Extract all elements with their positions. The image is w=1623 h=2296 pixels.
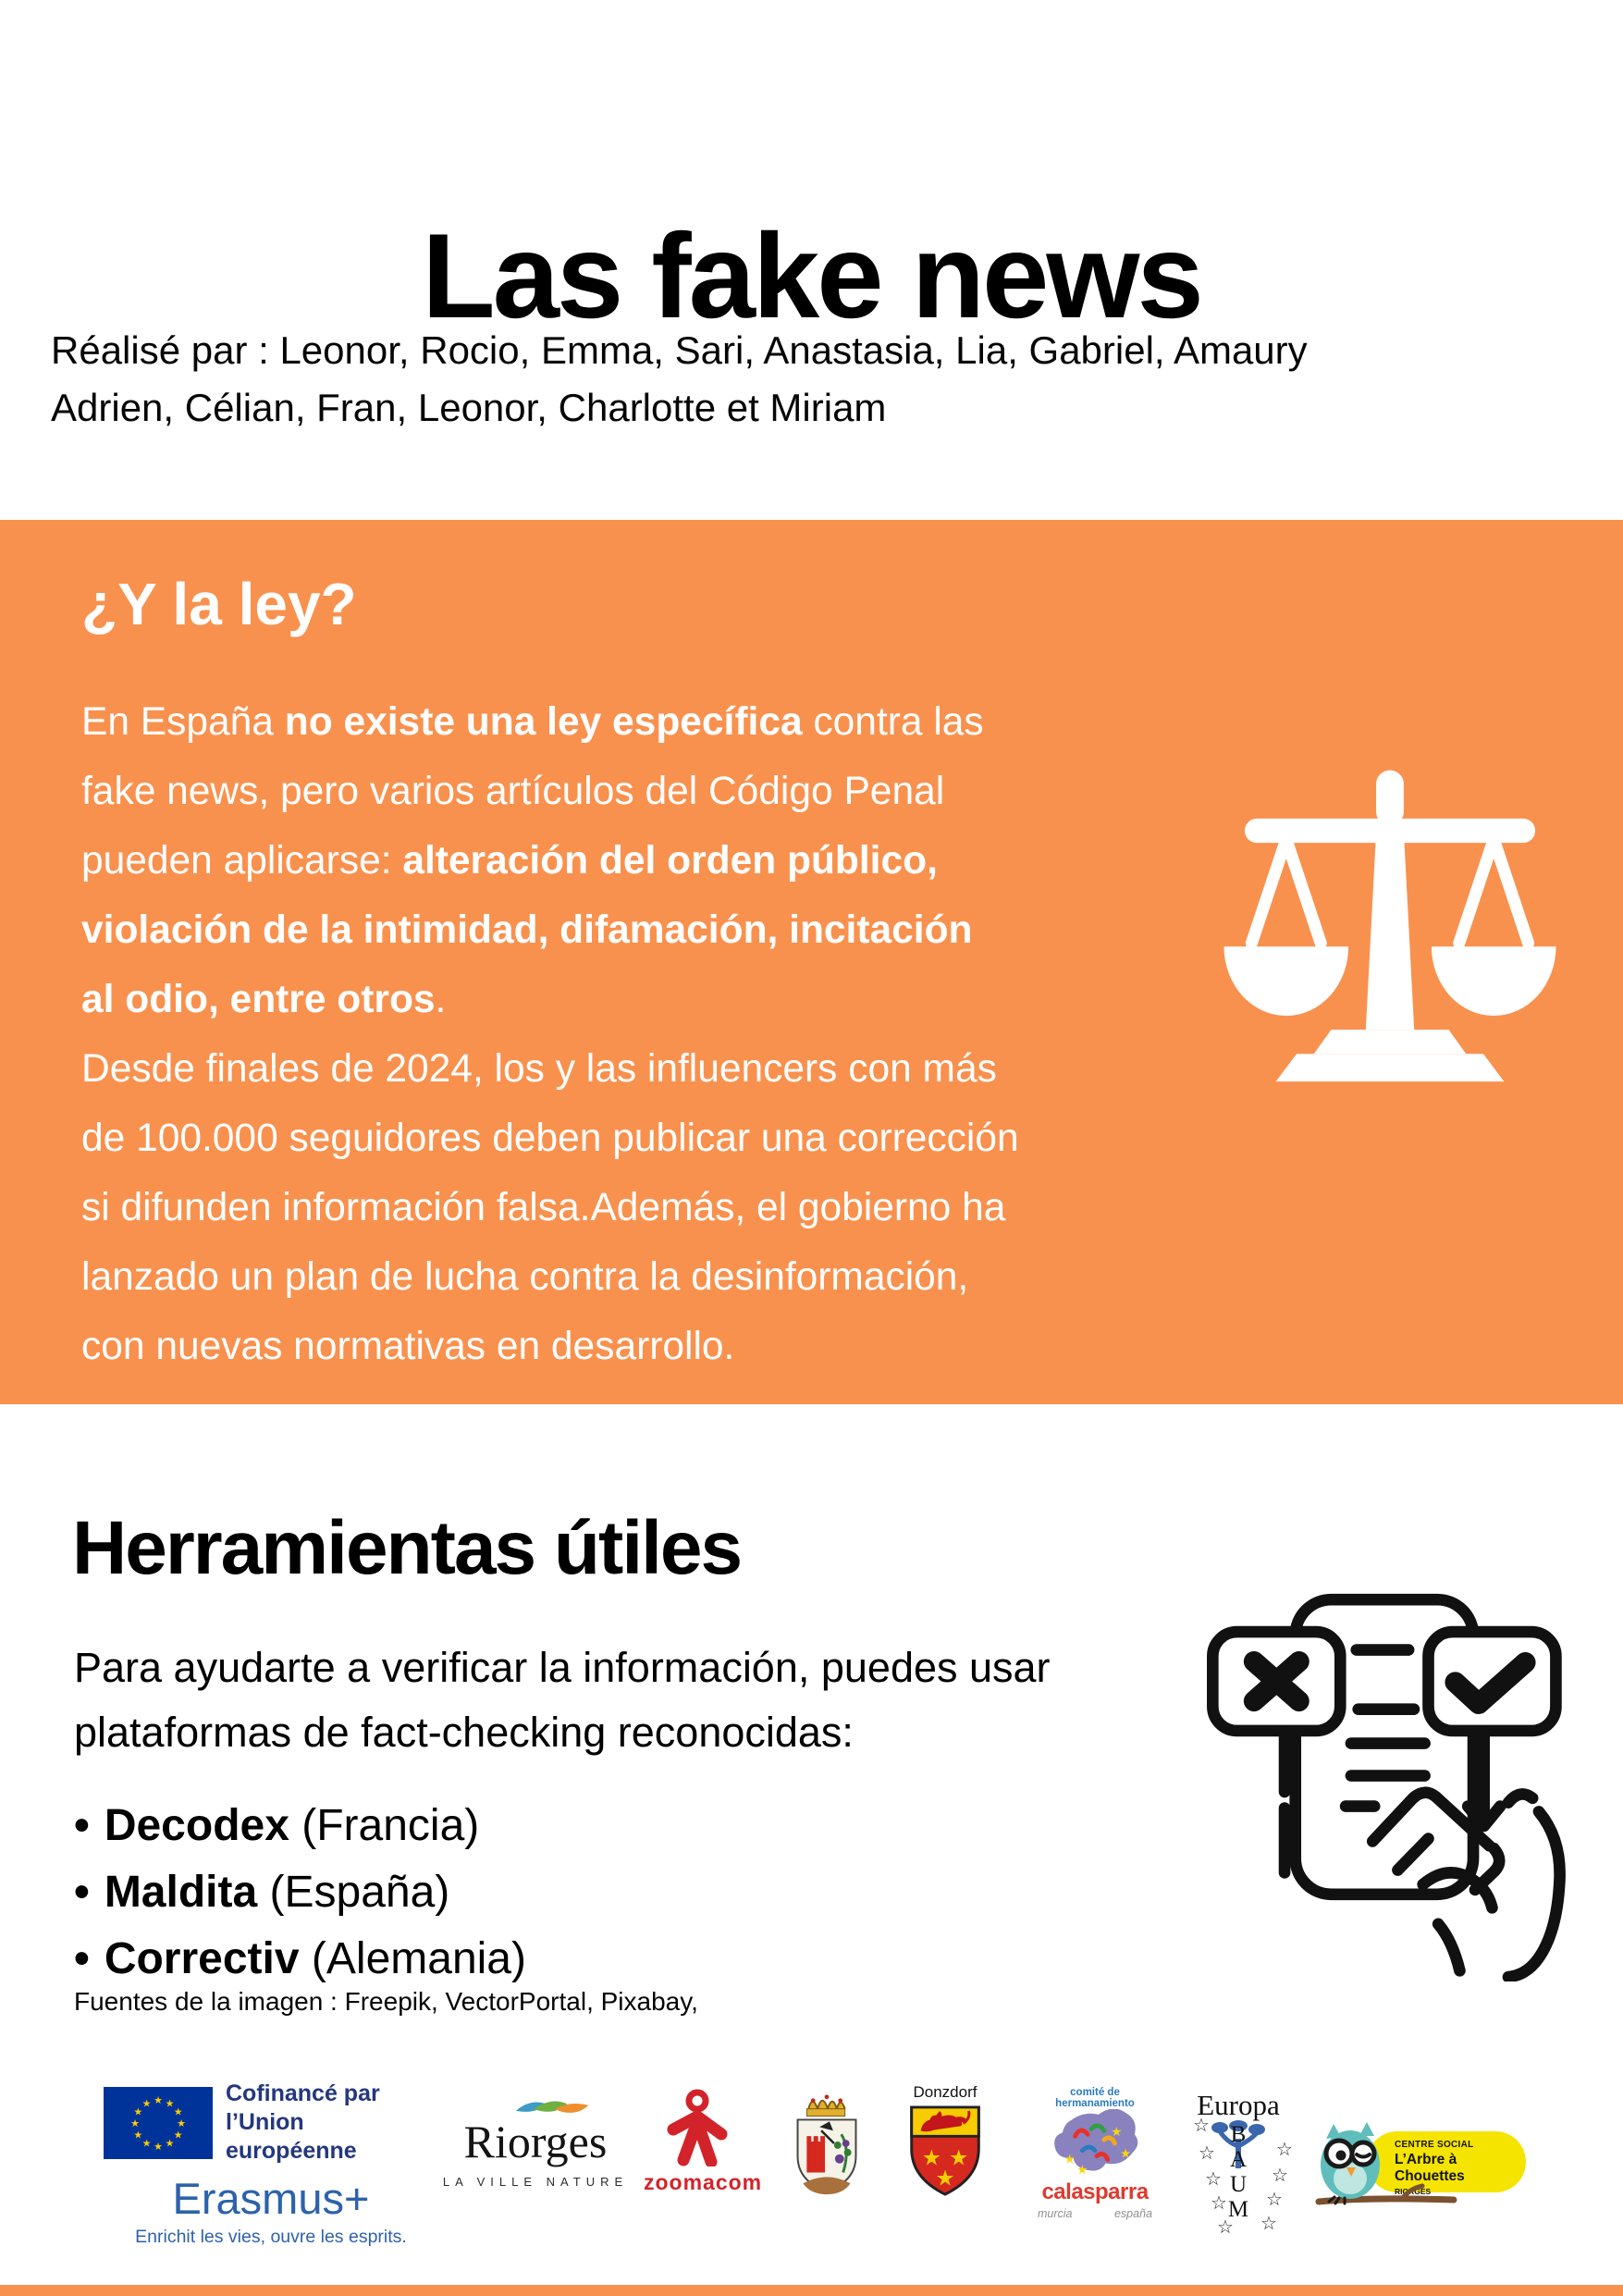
svg-text:★: ★ <box>935 2165 955 2191</box>
svg-text:★: ★ <box>141 2096 152 2109</box>
star-icon: ☆ <box>1205 2169 1222 2190</box>
credits-line-2: Adrien, Célian, Fran, Leonor, Charlotte et Miriam <box>51 386 887 429</box>
fact-check-phone-icon <box>1187 1573 1574 1981</box>
svg-text:★: ★ <box>133 2129 143 2141</box>
svg-text:★: ★ <box>177 2117 186 2129</box>
calasparra-espana: españa <box>1113 2207 1152 2220</box>
donzdorf-name: Donzdorf <box>913 2083 977 2101</box>
bullet-glyph: • <box>74 1801 90 1850</box>
law-paragraphs: En España no existe una ley específica contra las fake news, pero varios artículos del Código Penal pueden aplicarse: alteración del orden público, violación de la intimidad, difamación, incitación al odio, entre otros. Desde finales de 2024, los y las influencers con más de 100.000 seguidores deben publicar una corrección si difunden información falsa.Además, el gobierno ha lanzado un plan de lucha contra la desinformación, con nuevas normativas en desarrollo. <box>81 700 1019 1368</box>
svg-text:★: ★ <box>154 2140 163 2153</box>
svg-text:★: ★ <box>1064 2152 1076 2167</box>
calasparra-logo <box>1030 2087 1160 2220</box>
europa-baum-logo <box>1180 2089 1297 2238</box>
baum-letter: M <box>1227 2197 1249 2222</box>
eu-flag-icon <box>104 2087 213 2159</box>
calasparra-header: comité de hermanamiento <box>1055 2087 1135 2109</box>
svg-text:★: ★ <box>130 2117 140 2129</box>
zoomacom-logo <box>644 2089 763 2195</box>
spanish-town-crest-icon <box>784 2089 869 2200</box>
star-icon: ☆ <box>1199 2143 1215 2164</box>
sources-note: Fuentes de la imagen : Freepik, VectorPortal, Pixabay, <box>74 1987 698 2016</box>
bullet-item <box>74 1926 526 1993</box>
owl-centre-social-logo <box>1313 2120 1531 2213</box>
baum-letter: A <box>1229 2147 1248 2172</box>
baum-letter: B <box>1230 2122 1247 2147</box>
svg-text:★: ★ <box>1076 2163 1088 2179</box>
owl-riorges-label: RIORGES <box>1395 2187 1432 2196</box>
tools-intro <box>74 1636 1051 1765</box>
erasmus-cofinance-row <box>104 2080 438 2166</box>
bullet-name: Decodex <box>104 1801 289 1850</box>
bullet-name: Maldita <box>104 1868 258 1917</box>
star-icon: ☆ <box>1260 2214 1277 2234</box>
bullet-list <box>74 1793 526 1993</box>
bullet-glyph: • <box>74 1934 90 1983</box>
riorges-tagline: LA VILLE NATURE <box>442 2175 629 2189</box>
calasparra-name: calasparra <box>1041 2179 1149 2204</box>
star-icon: ☆ <box>1266 2190 1283 2210</box>
bullet-glyph: • <box>74 1868 90 1917</box>
credits <box>51 322 1308 437</box>
law-heading: ¿Y la ley? <box>81 571 357 637</box>
law-section <box>0 520 1623 1404</box>
bullet-country: (Francia) <box>289 1801 480 1850</box>
star-icon: ☆ <box>1272 2166 1288 2186</box>
spanish-town-crest <box>784 2089 869 2200</box>
tools-heading: Herramientas útiles <box>72 1506 742 1590</box>
owl-arbre-label: L’Arbre à Chouettes <box>1395 2152 1465 2184</box>
svg-text:★: ★ <box>1111 2125 1123 2141</box>
svg-text:★: ★ <box>165 2096 175 2109</box>
bullet-item <box>74 1793 526 1859</box>
erasmus-name: Erasmus+ <box>172 2174 370 2223</box>
riorges-logo <box>440 2096 631 2189</box>
erasmus-logo <box>104 2080 438 2248</box>
star-icon: ☆ <box>1276 2140 1293 2160</box>
svg-text:★: ★ <box>1120 2146 1132 2162</box>
star-icon: ☆ <box>1211 2193 1227 2214</box>
owl-centre-social-label: CENTRE SOCIAL <box>1395 2140 1474 2150</box>
credits-line-1: Réalisé par : Leonor, Rocio, Emma, Sari, Anastasia, Lia, Gabriel, Amaury <box>51 328 1308 372</box>
svg-text:★: ★ <box>133 2105 143 2117</box>
page-title: Las fake news <box>422 208 1201 344</box>
cofinance-line-1: Cofinancé par <box>226 2080 380 2106</box>
svg-text:★: ★ <box>921 2144 941 2171</box>
riorges-name: Riorges <box>463 2116 608 2167</box>
tools-intro-line-1: Para ayudarte a verificar la información, puedes usar <box>74 1644 1051 1691</box>
svg-text:★: ★ <box>165 2137 175 2150</box>
erasmus-cofinance-text <box>226 2080 438 2166</box>
calasparra-murcia: murcia <box>1038 2207 1073 2220</box>
calasparra-subtitles <box>1030 2205 1160 2220</box>
bottom-accent-bar <box>0 2285 1623 2296</box>
bullet-item <box>74 1859 526 1926</box>
baum-letter: U <box>1229 2172 1248 2197</box>
europa-title: Europa <box>1197 2089 1280 2121</box>
bullet-name: Correctiv <box>104 1934 300 1983</box>
owl-icon <box>1313 2120 1470 2213</box>
zoomacom-figure-icon <box>664 2089 731 2166</box>
svg-text:★: ★ <box>949 2144 969 2171</box>
donzdorf-logo <box>891 2083 999 2198</box>
donzdorf-crest-icon <box>905 2104 985 2198</box>
svg-text:★: ★ <box>173 2105 183 2117</box>
scales-of-justice-icon <box>1217 751 1563 1097</box>
svg-text:★: ★ <box>141 2137 152 2150</box>
bullet-country: (España) <box>257 1868 450 1917</box>
erasmus-tagline: Enrichit les vies, ouvre les esprits. <box>135 2227 407 2247</box>
zoomacom-name: zoomacom <box>644 2170 763 2194</box>
star-icon: ☆ <box>1193 2116 1210 2136</box>
bullet-country: (Alemania) <box>299 1934 526 1983</box>
svg-text:★: ★ <box>173 2129 183 2141</box>
svg-text:★: ★ <box>154 2093 163 2106</box>
star-icon: ☆ <box>1217 2217 1234 2238</box>
europe-map-figures-icon <box>1043 2109 1147 2179</box>
cofinance-line-2: l’Union européenne <box>226 2109 357 2164</box>
tools-intro-line-2: plataformas de fact-checking reconocidas: <box>74 1709 854 1756</box>
